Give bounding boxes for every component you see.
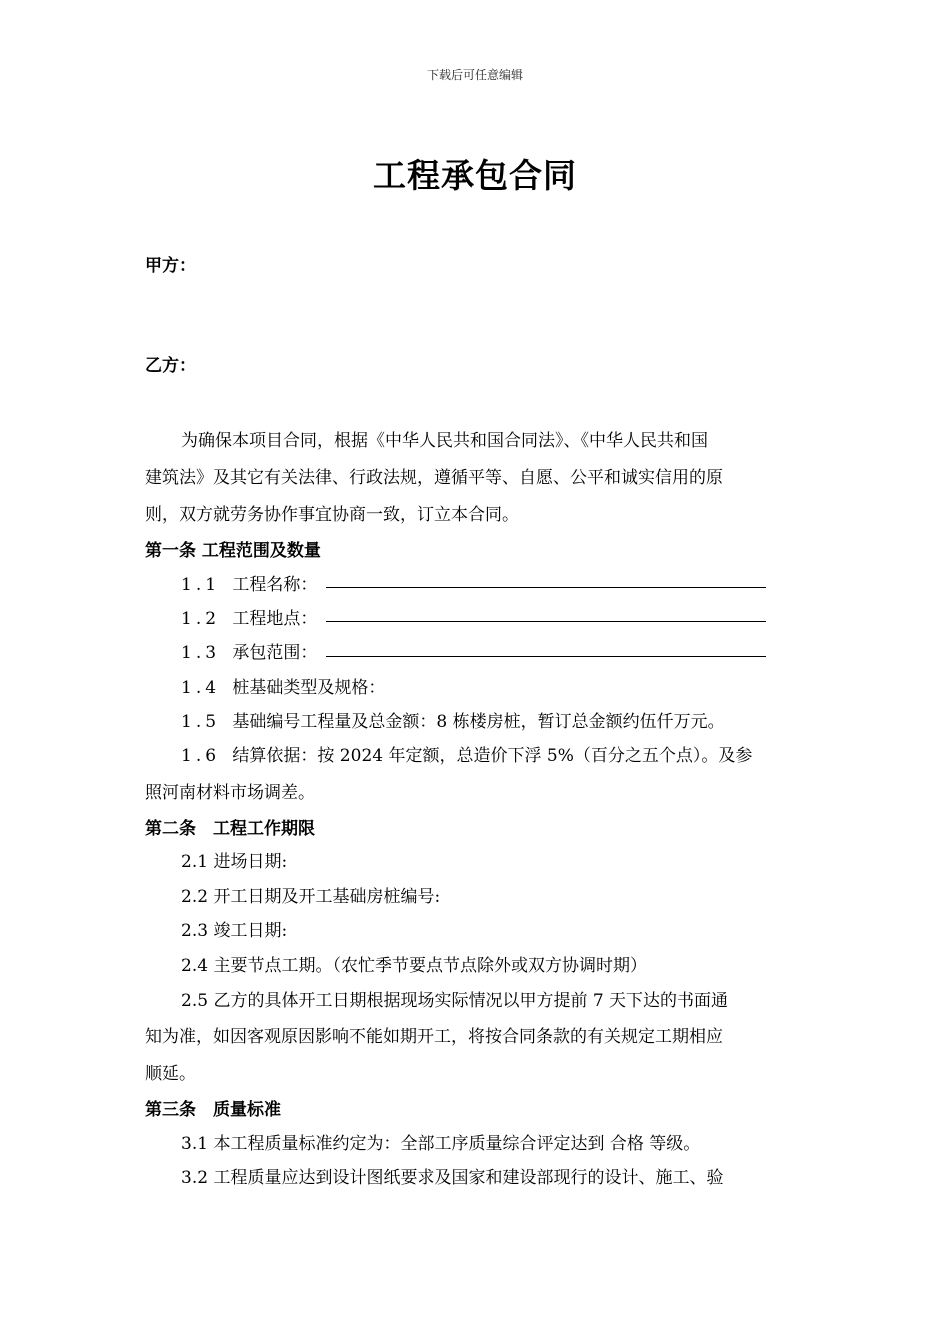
fill-in-line-project-name[interactable] — [326, 587, 766, 588]
item-number: 1.1 — [181, 575, 221, 595]
party-b-label: 乙方： — [145, 356, 196, 376]
item-number: 1.4 — [181, 678, 221, 698]
item-text: 承包范围： — [232, 643, 318, 663]
article-1-item — [181, 570, 317, 595]
item-number: 1.2 — [181, 609, 221, 629]
party-a-label: 甲方： — [145, 256, 196, 276]
item-number: 1.5 — [181, 712, 221, 732]
article-3-heading: 第三条 质量标准 — [145, 1100, 281, 1120]
article-2-line: 知为准，如因客观原因影响不能如期开工，将按合同条款的有关规定工期相应 — [145, 1027, 723, 1047]
intro-line-2: 建筑法》及其它有关法律、行政法规，遵循平等、自愿、公平和诚实信用的原 — [145, 468, 723, 488]
item-text: 结算依据：按 2024 年定额，总造价下浮 5%（百分之五个点）。及参 — [232, 746, 753, 766]
article-3-line: 3.2 工程质量应达到设计图纸要求及国家和建设部现行的设计、施工、验 — [181, 1168, 724, 1188]
item-text: 基础编号工程量及总金额：8 栋楼房桩，暂订总金额约伍仟万元。 — [232, 712, 725, 732]
item-text: 工程名称： — [232, 575, 318, 595]
article-2-line: 2.1 进场日期: — [181, 852, 288, 872]
article-1-continuation: 照河南材料市场调差。 — [145, 783, 315, 803]
article-2-line: 2.3 竣工日期: — [181, 921, 288, 941]
header-note: 下载后可任意编辑 — [426, 68, 523, 82]
item-text: 工程地点： — [232, 609, 318, 629]
fill-in-line-project-location[interactable] — [326, 621, 766, 622]
article-2-line: 顺延。 — [145, 1064, 196, 1084]
article-1-item — [181, 604, 317, 629]
document-title: 工程承包合同 — [373, 156, 577, 195]
item-number: 1.6 — [181, 746, 221, 766]
article-2-line: 2.4 主要节点工期。（农忙季节要点节点除外或双方协调时期） — [181, 956, 647, 976]
article-1-item — [181, 673, 385, 698]
article-2-line: 2.5 乙方的具体开工日期根据现场实际情况以甲方提前 7 天下达的书面通 — [181, 991, 729, 1011]
article-1-item — [181, 638, 317, 663]
intro-line-3: 则，双方就劳务协作事宜协商一致，订立本合同。 — [145, 505, 519, 525]
article-2-line: 2.2 开工日期及开工基础房桩编号: — [181, 887, 441, 907]
article-3-line: 3.1 本工程质量标准约定为：全部工序质量综合评定达到 合格 等级。 — [181, 1134, 701, 1154]
article-1-item — [181, 741, 752, 766]
intro-line-1: 为确保本项目合同，根据《中华人民共和国合同法》、《中华人民共和国 — [181, 431, 708, 451]
item-number: 1.3 — [181, 643, 221, 663]
item-text: 桩基础类型及规格： — [232, 678, 386, 698]
article-2-heading: 第二条 工程工作期限 — [145, 819, 315, 839]
article-1-item — [181, 707, 725, 732]
fill-in-line-contract-scope[interactable] — [326, 656, 766, 657]
article-1-heading: 第一条 工程范围及数量 — [145, 541, 321, 561]
